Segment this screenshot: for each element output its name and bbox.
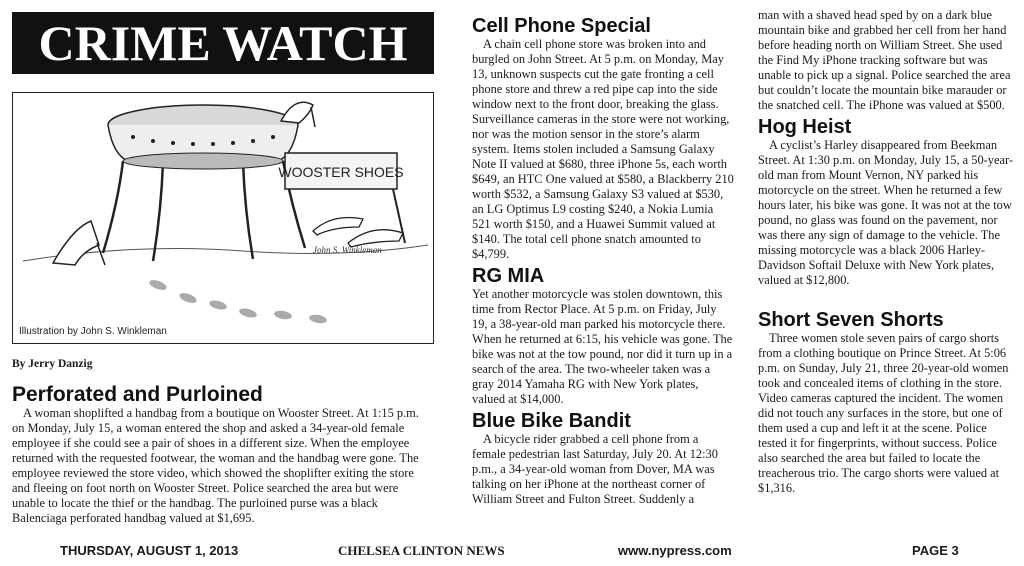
body-cell-phone: A chain cell phone store was broken into and burgled on John Street. At 5 p.m. on Monday, May 13, unknown suspects cut the gate fronting a cell phone store and threw a red pipe cap into the side window next to the front door, breaking the glass. Surveillance cameras in the store were not working, nor was the motion sensor in the store’s alarm system. Items stolen included a Samsung Galaxy Note II valued at $680, three iPhone 5s, each worth $649, an HTC One valued at $580, a Blackberry 210 worth $532, a Samsung Galaxy S3 valued at $530, an LG Optimus L9 costing $240, a Nokia Lumia 521 worth $150, and a Huawei Summit valued at $140. The total cell phone snatch amounted to $4,799. (472, 37, 734, 261)
article-perforated (12, 384, 434, 526)
body-perforated: A woman shoplifted a handbag from a boutique on Wooster Street. At 1:15 p.m. on Monday, July 15, a woman entered the shop and asked a 34-year-old female employee if she could see a pair of shoes in a different size. When the employee returned with the requested footwear, the woman and the handbag were gone. The employee reviewed the store video, which showed the shoplifter exiting the store and fleeing on foot north on Wooster Street. Police searched the area but were unable to locate the thief or the handbag. The purloined purse was a black Balenciaga perforated handbag valued at $1,695. (12, 406, 419, 526)
headline-perforated: Perforated and Purloined (12, 383, 263, 406)
body-blue-bike: A bicycle rider grabbed a cell phone from a female pedestrian last Saturday, July 20. At 12:30 p.m., a 34-year-old woman from Dover, MA was talking on her iPhone at the northeast corner of William Street and Fulton Street. Suddenly a (472, 432, 718, 506)
footer-date: THURSDAY, AUGUST 1, 2013 (60, 543, 239, 558)
headline-rg-mia: RG MIA (472, 265, 545, 287)
article-blue-bike (472, 411, 734, 507)
sign-text: WOOSTER SHOES (278, 164, 404, 180)
headline-hog-heist: Hog Heist (758, 116, 852, 138)
byline: By Jerry Danzig (12, 358, 93, 370)
crime-watch-banner (12, 12, 434, 74)
body-short-seven: Three women stole seven pairs of cargo shorts from a clothing boutique on Prince Street. At 5:06 p.m. on Sunday, July 21, three 20-year-old women took and concealed items of clothing in the store. Video cameras captured the incident. The women did not touch any surfaces in the store, but one of them used a cup and left it at the scene. Police tested it for fingerprints, without success. Police also searched the area but failed to locate the treacherous trio. The cargo shorts were valued at $1,316. (758, 331, 1009, 495)
footer-publication: CHELSEA CLINTON NEWS (338, 543, 505, 558)
illustration (12, 92, 434, 344)
body-blue-bike-continued: man with a shaved head sped by on a dark blue mountain bike and grabbed her cell from her hand before heading north on William Street. She used the Find My iPhone tracking software but was unable to pick up a signal. Police searched the area but couldn’t locate the mountain bike marauder or the snatched cell. The iPhone was valued at $500. (758, 8, 1011, 112)
headline-blue-bike: Blue Bike Bandit (472, 410, 631, 432)
headline-short-seven: Short Seven Shorts (758, 309, 944, 331)
headline-cell-phone: Cell Phone Special (472, 15, 651, 37)
article-cell-phone (472, 16, 734, 262)
body-hog-heist: A cyclist’s Harley disappeared from Beekman Street. At 1:30 p.m. on Monday, July 15, a 50-year-old man from Mount Vernon, NY parked his motorcycle on the street. When he returned a few hours later, his bike was gone. It was not at the tow pound, no glass was found on the pavement, nor was there any sign of damage to the vehicle. The missing motorcycle was a black 2006 Harley-Davidson Softail Deluxe with New York plates, valued at $12,800. (758, 138, 1013, 287)
shoe-store-drawing (13, 93, 434, 344)
article-rg-mia (472, 266, 734, 407)
artist-signature: John S. Winkleman (313, 245, 382, 255)
column-3 (758, 8, 1016, 496)
article-hog-heist (758, 117, 1016, 288)
footer-website[interactable]: www.nypress.com (618, 543, 732, 558)
illustration-credit: Illustration by John S. Winkleman (19, 326, 167, 337)
footer-page-number: PAGE 3 (912, 543, 959, 558)
article-short-seven (758, 310, 1016, 496)
column-2 (472, 16, 734, 507)
banner-title: CRIME WATCH (38, 15, 408, 71)
body-rg-mia: Yet another motorcycle was stolen downtown, this time from Rector Place. At 5 p.m. on Friday, July 19, a 38-year-old man parked his motorcycle there. When he returned at 6:15, his vehicle was gone. The bike was not at the tow pound, nor did it turn up in a search of the area. The two-wheeler taken was a gray 2014 Yamaha RG with New York plates, valued at $14,000. (472, 287, 733, 406)
